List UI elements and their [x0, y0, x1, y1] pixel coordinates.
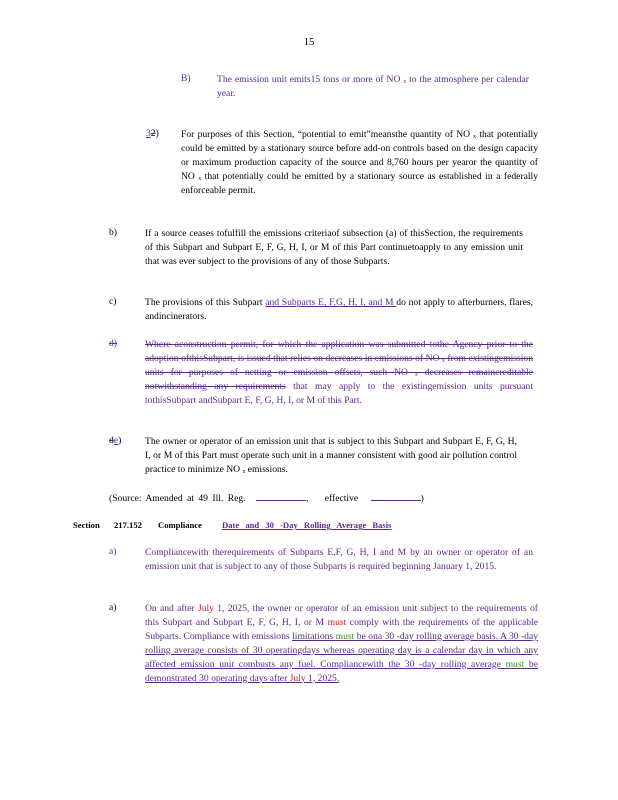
item-c-label: c) [109, 296, 117, 307]
effective-blank [371, 491, 421, 501]
label-deleted: 2 [150, 128, 156, 139]
item-B-text: The emission unit emits15 tons or more of NO ₓ to the atmosphere per calendar year. [217, 74, 529, 99]
source-note: (Source: Amended at 49 Ill. Reg. , effective ) [109, 493, 424, 504]
deadline-month: July [197, 603, 214, 614]
item-d-struck: Where aconstruction permit, for which the application was submitted tothe Agency prior to the adoption ofthisSubpart, is issued that relies on decreases in emissions of NO ₓ from existingemission units for purposes of netting or emission offsets, such NO ₓ decreases remaincreditable notwithstanding any requirements [145, 339, 533, 392]
a2-u3: be demonstrated 30 operating days after [145, 658, 538, 684]
a2-u1: limitations [292, 630, 336, 642]
item-32-text: For purposes of this Section, “potential to emit”meansthe quantity of NO ₓ that potentially could be emitted by a stationary source before add-on controls based on the design capacity or maximum production capacity of the source and 8,760 hours per yearor the quantity of NO ₓ that potentially could be emitted by a stationary source as established in a federally enforceable permit. [181, 129, 538, 196]
label-inserted: 3 [146, 128, 151, 139]
a2-t1: On and after [145, 603, 198, 614]
item-b-label: b) [109, 227, 117, 238]
a2-u4: 1, 2025. [305, 672, 340, 684]
section-title-inserted [222, 520, 391, 530]
item-32-label [146, 128, 159, 139]
item-B-label: B) [181, 73, 191, 84]
item-a2-label: a) [109, 602, 117, 613]
must-word: must [327, 616, 347, 628]
item-e-label [109, 435, 121, 446]
source-suffix: ) [420, 493, 424, 504]
item-d-label: d) [109, 338, 117, 349]
item-a1-text: Compliancewith therequirements of Subparts E,F, G, H, I and M by an owner or operator of an emission unit that is subject to any of those Subparts is required beginning January 1, 2015. [145, 547, 533, 572]
item-d-after: that may apply to the existingemission units pursuant tothisSubpart andSubpart E, F, G, H, I, or M of this Part. [145, 380, 533, 406]
section-number: 217.152 [114, 520, 142, 530]
label-deleted: d [109, 435, 114, 446]
a2-u2: be ona 30 -day rolling average basis. A 30 -day rolling average consists of 30 operatingdays whereas operating day is a calendar day in which any affected emission unit combusts any fuel. Compliancewith the 30 -day rolling average [145, 630, 538, 670]
must-word: must [335, 630, 355, 642]
item-a2-text [145, 602, 538, 685]
item-e-text: The owner or operator of an emission unit that is subject to this Subpart and Subpart E, F, G, H, I, or M of this Part must operate such unit in a manner consistent with good air pollution control practice to minimize NO ₓ emissions. [145, 436, 517, 475]
source-effective: effective [324, 493, 359, 504]
a2-t2: 1, 2025, the owner or operator of an emission unit subject to the requirements of this Subpart and Subpart E, F, G, H, I, or M [145, 603, 538, 628]
item-b-text: If a source ceases tofulfill the emissions criteriaof subsection (a) of thisSection, the requirements of this Subpart and Subpart E, F, G, H, I, or M of this Part continuetoapply to any emission unit that was ever subject to the provisions of any of those Subparts. [145, 228, 523, 267]
label-paren: ) [155, 128, 159, 139]
item-c-after: do not apply to afterburners, flares, andincinerators. [145, 297, 533, 322]
source-prefix: (Source: Amended at 49 Ill. Reg. [109, 493, 246, 504]
title-insert: Date and 30 -Day Rolling Average Basis [222, 520, 392, 530]
must-word: must [505, 658, 525, 670]
item-a1-label: a) [109, 546, 117, 557]
item-c-inserted: and Subparts E, F,G, H, I, and M [265, 297, 397, 308]
item-c-text [145, 296, 533, 324]
label-paren: ) [118, 435, 122, 446]
register-blank [256, 491, 306, 501]
section-label: Section [73, 520, 100, 530]
page-number: 15 [303, 37, 315, 48]
label-inserted: e [113, 435, 119, 446]
item-c-before: The provisions of this Subpart [145, 297, 266, 308]
item-d-text [145, 338, 533, 408]
deadline-month: July [289, 672, 306, 684]
section-title: Compliance [158, 520, 202, 530]
a2-t3: comply with the requirements of the applicable Subparts. Compliance with emissions [145, 616, 538, 642]
